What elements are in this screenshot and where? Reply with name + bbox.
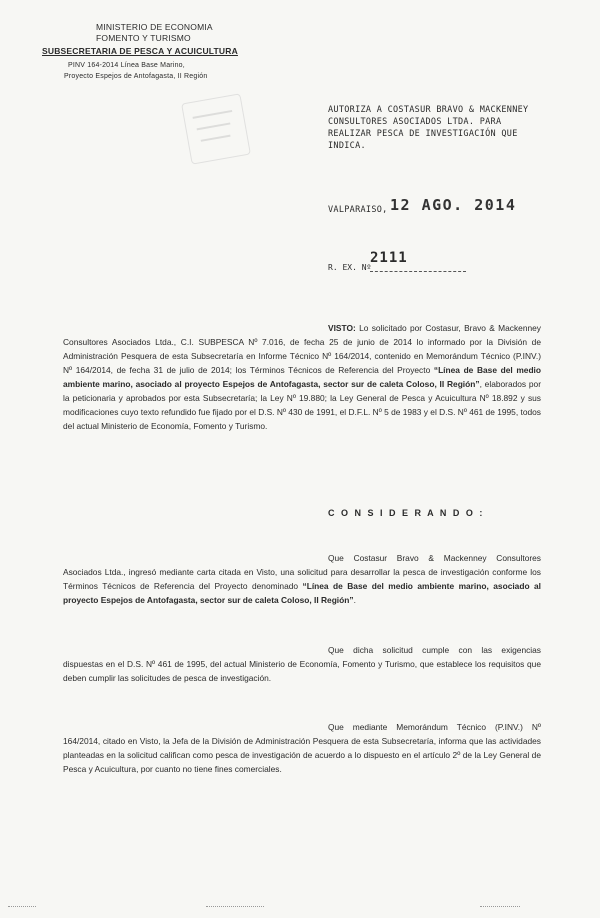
- rex-underline: [370, 271, 466, 272]
- footer-mark-left: [8, 906, 36, 907]
- considerando-heading: C O N S I D E R A N D O :: [328, 508, 485, 518]
- resolution-subject: AUTORIZA A COSTASUR BRAVO & MACKENNEY CONSULTORES ASOCIADOS LTDA. PARA REALIZAR PESCA DE INVESTIGACIÓN QUE INDICA.: [328, 105, 529, 151]
- considerando-paragraph-3: Que mediante Memorándum Técnico (P.INV.) Nº 164/2014, citado en Visto, la Jefa de la División de Administración Pesquera de esta Subsecretaría, informa que las actividades planteadas en la solicitud califican como pesca de investigación de acuerdo a lo dispuesto en el artículo 2º de la Ley General de Pesca y Acuicultura, por cuanto no tiene fines comerciales.: [63, 722, 541, 774]
- ministry-line-2: FOMENTO Y TURISMO: [96, 33, 191, 43]
- stamp-mark: [181, 93, 251, 164]
- visto-text-2: , elaborados por la peticionaria y aprobados por esta Subsecretaría; la Ley Nº 19.880; la Ley General de Pesca y Acuicultura Nº 18.892 y sus modificaciones cuyo texto refundido fue fijado por el D.S. Nº 430 de 1991, el D.F.L. Nº 5 de 1983 y el D.S. Nº 461 de 1995, todos del actual Ministerio de Economía, Fomento y Turismo.: [63, 379, 542, 431]
- place-label: VALPARAISO,: [328, 205, 388, 215]
- reference-line-2: Proyecto Espejos de Antofagasta, II Región: [64, 73, 208, 80]
- rex-label: R. EX. Nº: [328, 263, 372, 272]
- considerando-1-text-c: .: [353, 595, 356, 605]
- considerando-paragraph-1: [63, 551, 541, 607]
- footer-mark-right: [480, 906, 520, 907]
- visto-project-name: “Línea de Base del medio ambiente marino, asociado al proyecto Espejos de Antofagasta, sector sur de caleta Coloso, II Región”: [63, 365, 542, 389]
- considerando-1-project-name: “Línea de Base del medio ambiente marino, asociado al proyecto Espejos de Antofagasta, sector sur de caleta Coloso, II Región”: [63, 581, 541, 605]
- date-stamp: 12 AGO. 2014: [390, 196, 517, 214]
- visto-paragraph: [63, 321, 541, 433]
- visto-label: VISTO:: [328, 323, 356, 333]
- ministry-line-1: MINISTERIO DE ECONOMIA: [96, 22, 213, 32]
- subsecretaria-title: SUBSECRETARIA DE PESCA Y ACUICULTURA: [42, 46, 238, 56]
- visto-text-1: Lo solicitado por Costasur, Bravo & Mackenney Consultores Asociados Ltda., C.I. SUBPESCA Nº 7.016, de fecha 25 de junio de 2014 lo informado por la División de Administración Pesquera de esta Subsecretaría en Informe Técnico Nº 164/2014, contenido en Memorándum Técnico (P.INV.) Nº 164/2014, de fecha 31 de julio de 2014; los Términos Técnicos de Referencia del Proyecto: [63, 323, 541, 375]
- reference-line-1: PINV 164-2014 Línea Base Marino,: [68, 62, 185, 69]
- rex-number: 2111: [370, 250, 408, 266]
- considerando-1-text-a: Que Costasur Bravo & Mackenney Consultores Asociados Ltda., ingresó mediante carta citada en Visto, una solicitud para desarrollar la pesca de investigación conforme los Términos Técnicos de Referencia del Proyecto denominado: [63, 553, 541, 591]
- considerando-paragraph-2: Que dicha solicitud cumple con las exigencias dispuestas en el D.S. Nº 461 de 1995, del actual Ministerio de Economía, Fomento y Turismo, que establece los requisitos que deben cumplir las solicitudes de pesca de investigación.: [63, 645, 541, 683]
- footer-mark-center: [206, 906, 264, 907]
